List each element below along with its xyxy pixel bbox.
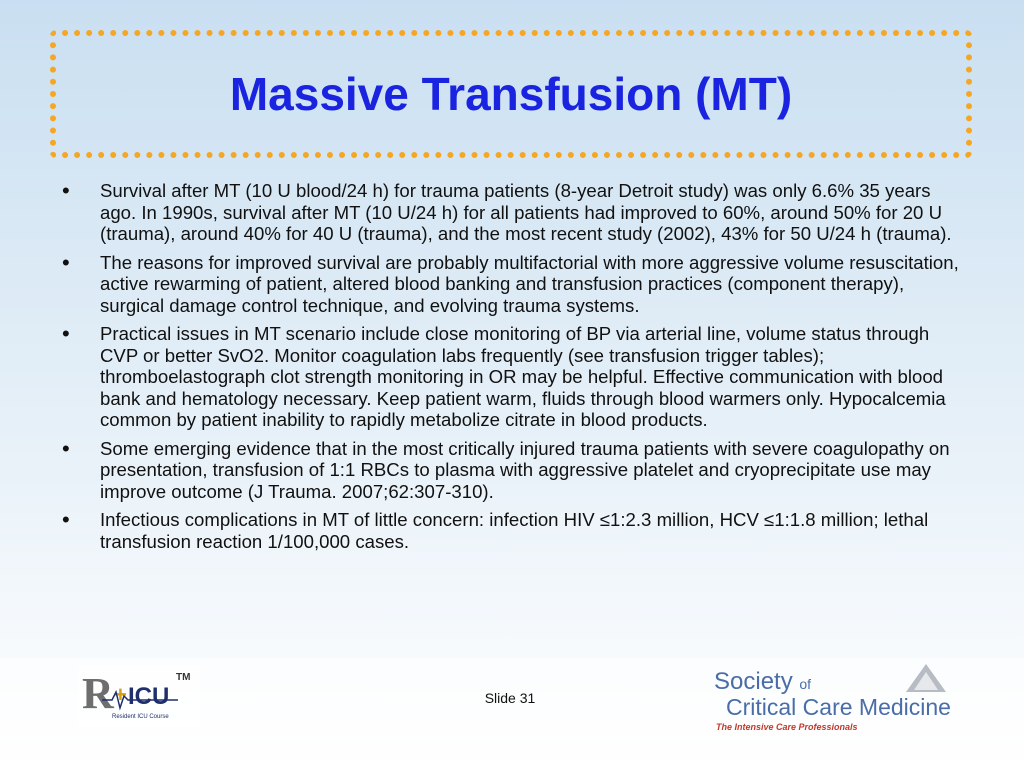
bullet-item (60, 249, 970, 317)
ricu-tm: TM (176, 672, 191, 683)
bullet-marker: • (62, 435, 70, 461)
bullet-marker: • (62, 507, 70, 532)
sccm-society-word: Society (714, 668, 793, 695)
sccm-society (714, 668, 811, 696)
bullet-item (60, 509, 970, 552)
bullet-list (60, 180, 970, 559)
sccm-of: of (799, 676, 812, 692)
svg-text:R: R (82, 669, 114, 718)
slide-number: Slide 31 (484, 690, 536, 706)
triangle-icon (904, 662, 948, 694)
svg-text:ICU: ICU (128, 683, 170, 710)
ricu-logo (78, 666, 200, 726)
ricu-caption: Resident ICU Course (112, 714, 169, 720)
bullet-text: Practical issues in MT scenario include close monitoring of BP via arterial line, volume status through CVP or better SvO2. Monitor coagulation labs frequently (see transfusion trigger tables); thromboelastograph clot strength monitoring in OR may be helpful. Effective communication with blood bank and hematology necessary. Keep patient warm, fluids through blood warmers only. Hypocalcemia common by patient inability to rapidly metabolize citrate in blood products. (100, 323, 946, 430)
bullet-item (60, 323, 970, 431)
title-frame (50, 30, 972, 158)
bullet-item (60, 435, 970, 503)
bullet-text: Infectious complications in MT of little concern: infection HIV ≤1:2.3 million, HCV ≤1:1.8 million; lethal transfusion reaction 1/100,000 cases. (100, 509, 929, 552)
bullet-marker: • (62, 178, 70, 203)
sccm-tagline: The Intensive Care Professionals (716, 722, 858, 732)
bullet-marker: • (62, 321, 70, 346)
sccm-logo (708, 662, 954, 736)
sccm-name: Critical Care Medicine (726, 694, 951, 720)
bullet-text: The reasons for improved survival are probably multifactorial with more aggressive volume resuscitation, active rewarming of patient, altered blood banking and transfusion practices (component therapy), surgical damage control technique, and evolving trauma systems. (100, 251, 959, 316)
svg-text:+: + (114, 682, 127, 707)
bullet-text: Survival after MT (10 U blood/24 h) for trauma patients (8-year Detroit study) was only 6.6% 35 years ago. In 1990s, survival after MT (10 U/24 h) for all patients had improved to 60%, around 50% for 20 U (trauma), around 40% for 40 U (trauma), and the most recent study (2002), 43% for 50 U/24 h (trauma). (100, 180, 952, 244)
bullet-text: Some emerging evidence that in the most critically injured trauma patients with severe coagulopathy on presentation, transfusion of 1:1 RBCs to plasma with aggressive platelet and cryoprecipitate use may improve outcome (J Trauma. 2007;62:307-310). (100, 437, 950, 502)
bullet-marker: • (62, 249, 70, 275)
bullet-item (60, 180, 970, 245)
slide-title: Massive Transfusion (MT) (229, 68, 793, 120)
